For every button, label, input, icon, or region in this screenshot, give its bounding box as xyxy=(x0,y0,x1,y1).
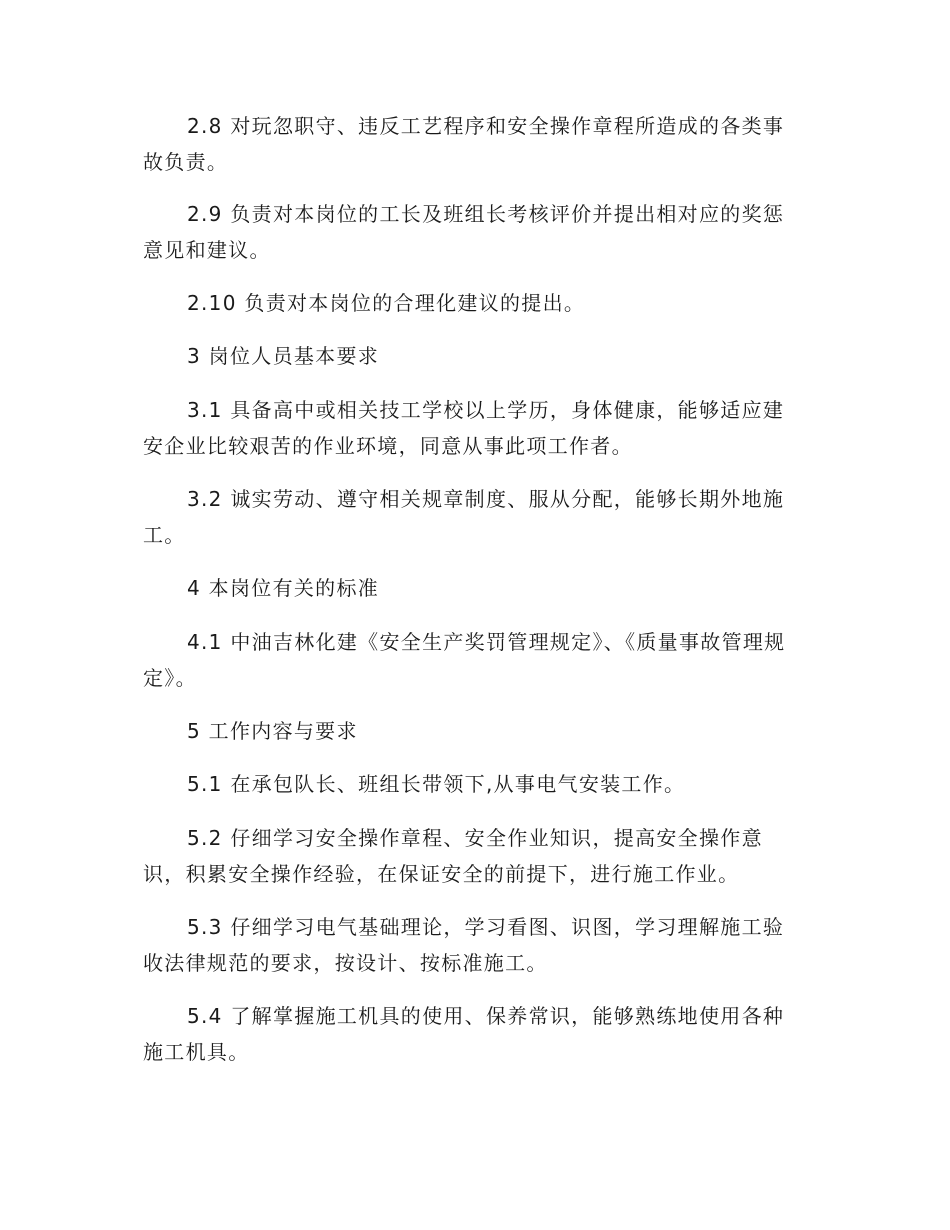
paragraph-2-9: 2.9 负责对本岗位的工长及班组长考核评价并提出相对应的奖惩意见和建议。 xyxy=(143,202,785,262)
paragraph-5-1: 5.1 在承包队长、班组长带领下,从事电气安装工作。 xyxy=(187,772,686,796)
paragraph-3-1: 3.1 具备高中或相关技工学校以上学历，身体健康，能够适应建安企业比较艰苦的作业环境，同意从事此项工作者。 xyxy=(143,398,785,458)
paragraph-4-1: 4.1 中油吉林化建《安全生产奖罚管理规定》、《质量事故管理规定》。 xyxy=(143,630,786,690)
paragraph-2-8: 2.8 对玩忽职守、违反工艺程序和安全操作章程所造成的各类事故负责。 xyxy=(143,114,785,174)
section-heading-4: 4 本岗位有关的标准 xyxy=(187,576,380,600)
paragraph-3-2: 3.2 诚实劳动、遵守相关规章制度、服从分配，能够长期外地施工。 xyxy=(143,487,785,547)
section-heading-3: 3 岗位人员基本要求 xyxy=(187,344,380,368)
paragraph-5-3: 5.3 仔细学习电气基础理论，学习看图、识图，学习理解施工验收法律规范的要求，按设计、按标准施工。 xyxy=(143,915,785,975)
paragraph-5-4: 5.4 了解掌握施工机具的使用、保养常识，能够熟练地使用各种施工机具。 xyxy=(143,1004,785,1064)
paragraph-2-10: 2.10 负责对本岗位的合理化建议的提出。 xyxy=(187,291,586,315)
paragraph-5-2: 5.2 仔细学习安全操作章程、安全作业知识，提高安全操作意识，积累安全操作经验，在保证安全的前提下，进行施工作业。 xyxy=(143,826,763,886)
section-heading-5: 5 工作内容与要求 xyxy=(187,719,358,743)
